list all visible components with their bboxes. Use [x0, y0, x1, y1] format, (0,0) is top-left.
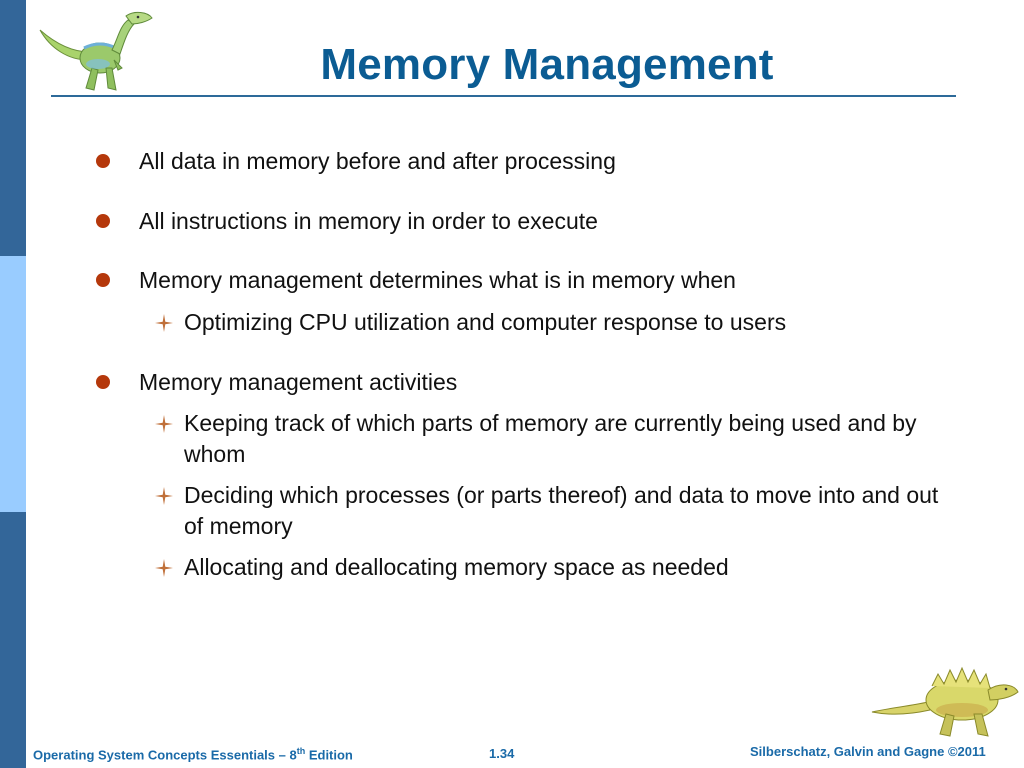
footer-book-suffix: Edition [305, 747, 353, 763]
star-sparkle-icon [154, 486, 174, 506]
sub-bullet-text: Allocating and deallocating memory space as needed [184, 554, 729, 580]
bullet-text: All instructions in memory in order to execute [139, 208, 598, 234]
footer-book-title [33, 746, 353, 768]
sub-bullet-text: Keeping track of which parts of memory are currently being used and by whom [184, 410, 917, 467]
bullet-text: All data in memory before and after processing [139, 148, 616, 174]
dinosaur-icon [870, 660, 1020, 738]
star-sparkle-icon [154, 414, 174, 434]
sub-bullet-text: Deciding which processes (or parts thereof) and data to move into and out of memory [184, 482, 939, 539]
footer-authors: Silberschatz, Galvin and Gagne ©2011 [750, 744, 986, 759]
bullet-dot-icon [96, 154, 110, 168]
sub-bullet-text: Optimizing CPU utilization and computer response to users [184, 309, 787, 335]
bullet-dot-icon [96, 273, 110, 287]
star-sparkle-icon [154, 313, 174, 333]
bullet-dot-icon [96, 375, 110, 389]
bullet-dot-icon [96, 214, 110, 228]
footer-book-prefix: Operating System Concepts Essentials – 8 [33, 747, 297, 763]
footer-page-number: 1.34 [489, 746, 515, 761]
bullet-text: Memory management activities [139, 369, 458, 395]
bullet-text: Memory management determines what is in memory when [139, 267, 736, 293]
slide-title: Memory Management [320, 40, 774, 89]
footer-book-sup: th [296, 746, 306, 756]
star-sparkle-icon [154, 558, 174, 578]
